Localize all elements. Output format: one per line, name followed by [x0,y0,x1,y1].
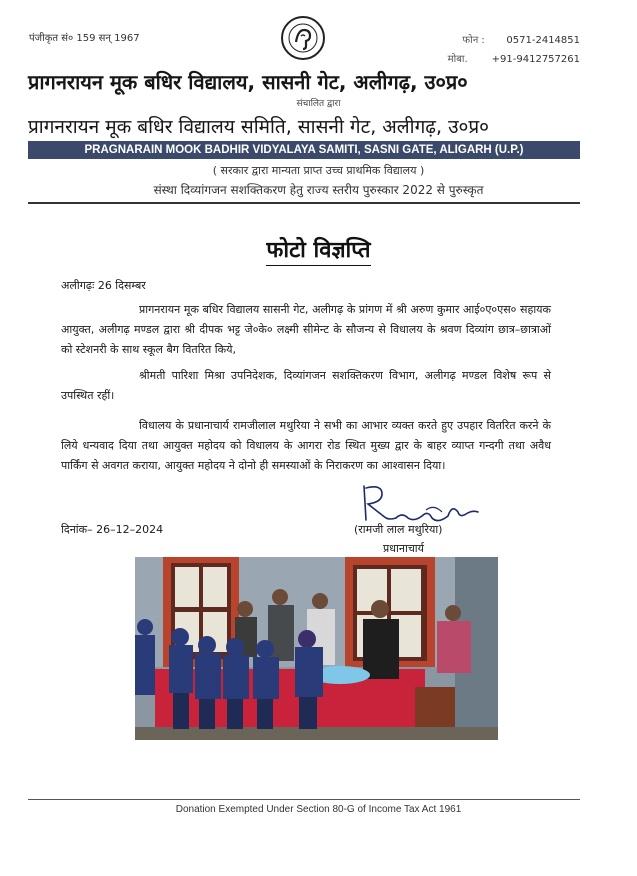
mobile-number: +91-9412757261 [491,54,580,65]
society-name-hindi: प्रागनरायन मूक बधिर विद्यालय समिति, सासनी गेट, अलीगढ़, उ०प्र० [28,116,490,138]
phone-number: 0571-2414851 [506,35,580,46]
letter-date: दिनांक– 26–12–2024 [61,523,164,536]
signature-icon [356,482,486,526]
page-title [0,234,637,264]
managed-by: संचालित द्वारा [296,99,341,109]
header-divider [28,202,580,204]
footer-divider [28,799,580,800]
signatory-designation: प्रधानाचार्य [383,542,425,555]
page-title-text: फोटो विज्ञप्ति [266,238,370,266]
paragraph-2: श्रीमती पारिशा मिश्रा उपनिदेशक, दिव्यांगजन सशक्तिकरण विभाग, अलीगढ़ मण्डल विशेष रूप से उपस्थित रहीं। [61,369,551,402]
registration-number: पंजीकृत सं० 159 सन् 1967 [29,33,140,44]
society-name-english: PRAGNARAIN MOOK BADHIR VIDYALAYA SAMITI, SASNI GATE, ALIGARH (U.P.) [28,141,580,159]
phone-row [462,32,580,46]
paragraph-1: प्रागनरायन मूक बधिर विद्यालय सासनी गेट, अलीगढ़ के प्रांगण में श्री अरुण कुमार आई०ए०एस० सहायक आयुक्त, अलीगढ़ मण्डल द्वारा श्री दीपक भट्ट जे०के० लक्ष्मी सीमेन्ट के सौजन्य से विधालय के श्रवण दिव्यांग छात्र–छात्राओं को स्टेशनरी के साथ स्कूल बैग वितरित किये, [61,303,551,356]
event-photo [135,557,498,740]
award-note: संस्था दिव्यांगजन सशक्तिकरण हेतु राज्य स्तरीय पुरुस्कार 2022 से पुरुस्कृत [153,183,484,197]
school-seal-icon [280,15,326,61]
recognition-note: ( सरकार द्वारा मान्यता प्राप्त उच्च प्राथमिक विद्यालय ) [212,164,425,177]
mobile-label: मोबा. [447,54,468,65]
signatory-name: (रामजी लाल मथुरिया) [354,523,443,536]
dateline: अलीगढ़ः 26 दिसम्बर [61,279,146,292]
mobile-row [448,51,580,65]
tax-exemption-note: Donation Exempted Under Section 80-G of Income Tax Act 1961 [175,804,462,815]
phone-label: फोन : [462,35,485,46]
paragraph-3: विधालय के प्रधानाचार्य रामजीलाल मथुरिया ने सभी का आभार व्यक्त करते हुए उपहार वितरित करने के लिये धन्यवाद दिया तथा आयुक्त महोदय को विधालय के आगरा रोड स्थित मुख्य द्वार के बाहर व्याप्त गन्दगी तथा अवैध पार्किंग से अवगत कराया, आयुक्त महोदय ने दोनो ही समस्याओं के निराकरण का आश्वासन दिया। [61,419,551,472]
institution-name: प्रागनरायन मूक बधिर विद्यालय, सासनी गेट, अलीगढ़, उ०प्र० [28,70,468,94]
